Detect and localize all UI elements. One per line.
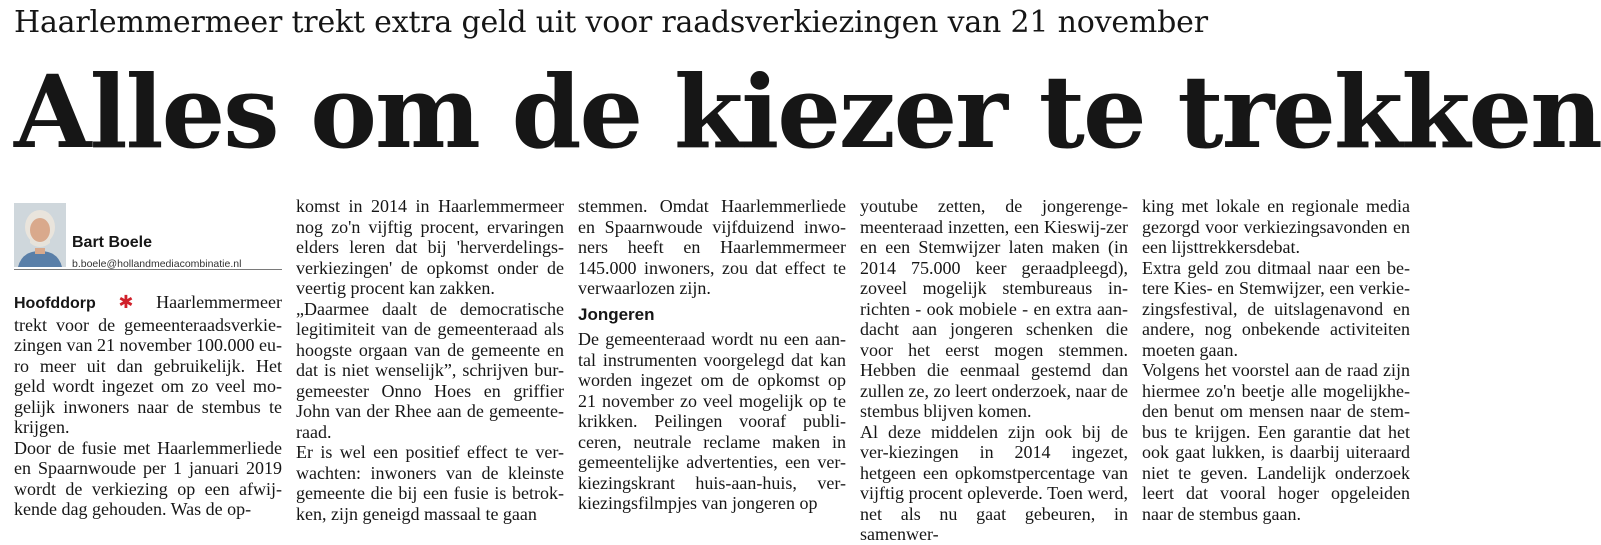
paragraph: king met lokale en regionale media gezorgd voor verkiezingsavonden en een lijsttrekkersdebat.: [1142, 196, 1410, 257]
byline: [14, 203, 282, 270]
author-portrait-icon: [14, 203, 66, 267]
article-headline: Alles om de kiezer te trekken: [14, 53, 1601, 171]
dateline: Hoofddorp: [14, 295, 96, 312]
paragraph: youtube zetten, de jongerenge-meenteraad inzetten, een Kieswij-zer en een Stemwijzer laten maken (in 2014 75.000 keer geraadpleegd), zoveel mogelijk stembureaus in-richten - ook mobiele - en extra aan-dacht aan jongeren schenken die voor het eerst mogen stemmen. Hebben die eenmaal gestemd dan zullen ze, zo leert onderzoek, naar de stembus blijven komen.: [860, 196, 1128, 421]
paragraph: komst in 2014 in Haarlemmermeer nog zo'n vijftig procent, ervaringen elders leren dat bij 'herverdelings-verkiezingen' de opkomst onder de veertig procent kan zakken.: [296, 196, 564, 298]
paragraph: Door de fusie met Haarlemmerliede en Spaarnwoude per 1 januari 2019 wordt de verkiezing op een afwij-kende dag gehouden. Was de op-: [14, 437, 282, 519]
subheading: Jongeren: [578, 304, 655, 324]
author-name: Bart Boele: [72, 234, 153, 251]
dateline-star-icon: ✱: [118, 292, 134, 313]
paragraph: De gemeenteraad wordt nu een aan-tal instrumenten voorgelegd dat kan worden ingezet om de opkomst op 21 november zo veel mogelijk op te krikken. Peilingen vooraf publi-ceren, neutrale reclame maken in gemeentelijke advertenties, een ver-kiezingskrant huis-aan-huis, ver-kiezingsfilmpjes van jongeren op: [578, 329, 846, 513]
paragraph: Al deze middelen zijn ook bij de ver-kiezingen in 2014 ingezet, hetgeen een opkomstpercentage van vijftig procent opleverde. Toen werd, net als nu gaat gebeuren, in samenwer-: [860, 421, 1128, 544]
paragraph: stemmen. Omdat Haarlemmerliede en Spaarnwoude vijfduizend inwo-ners heeft en Haarlemmermeer 145.000 inwoners, zou dat effect te verwaarlozen zijn.: [578, 196, 846, 298]
paragraph: Extra geld zou ditmaal naar een be-tere Kies- en Stemwijzer, een verkie-zingsfestival, de uitslagenavond en andere, nog onbekende activiteiten moeten gaan.: [1142, 257, 1410, 360]
text-column-1: [14, 203, 282, 523]
paragraph: Er is wel een positief effect te ver-wachten: inwoners van de kleinste gemeente die bij een fusie is betrok-ken, zijn geneigd massaal te gaan: [296, 442, 564, 524]
author-photo: [14, 203, 66, 267]
author-email[interactable]: b.boele@hollandmediacombinatie.nl: [72, 258, 242, 270]
article-kicker: Haarlemmermeer trekt extra geld uit voor raadsverkiezingen van 21 november: [14, 5, 1208, 40]
text-column-2: [296, 196, 564, 524]
text-column-5: [1142, 196, 1410, 524]
paragraph-text: Haarlemmermeer trekt voor de gemeenteraadsverkie-zingen van 21 november 100.000 eu-ro meer uit dan gebruikelijk. Het geld wordt ingezet om zo veel mo-gelijk inwoners naar de stembus te krijgen.: [14, 292, 283, 437]
paragraph: „Daarmee daalt de democratische legitimiteit van de gemeenteraad als hoogste orgaan van de gemeente en dat is niet wenselijk”, schrijven bur-gemeester Onno Hoes en griffier John van der Rhee aan de gemeente-raad.: [296, 298, 564, 442]
text-column-4: [860, 196, 1128, 544]
paragraph: Volgens het voorstel aan de raad zijn hiermee zo'n beetje alle mogelijkhe-den benut om mensen naar de stem-bus te krijgen. Een garantie dat het ook gaat lukken, is daarbij uiteraard niet te geven. Landelijk onderzoek leert dat vooral hoger opgeleiden naar de stembus gaan.: [1142, 360, 1410, 524]
text-column-3: [578, 196, 846, 516]
paragraph: [14, 292, 282, 438]
